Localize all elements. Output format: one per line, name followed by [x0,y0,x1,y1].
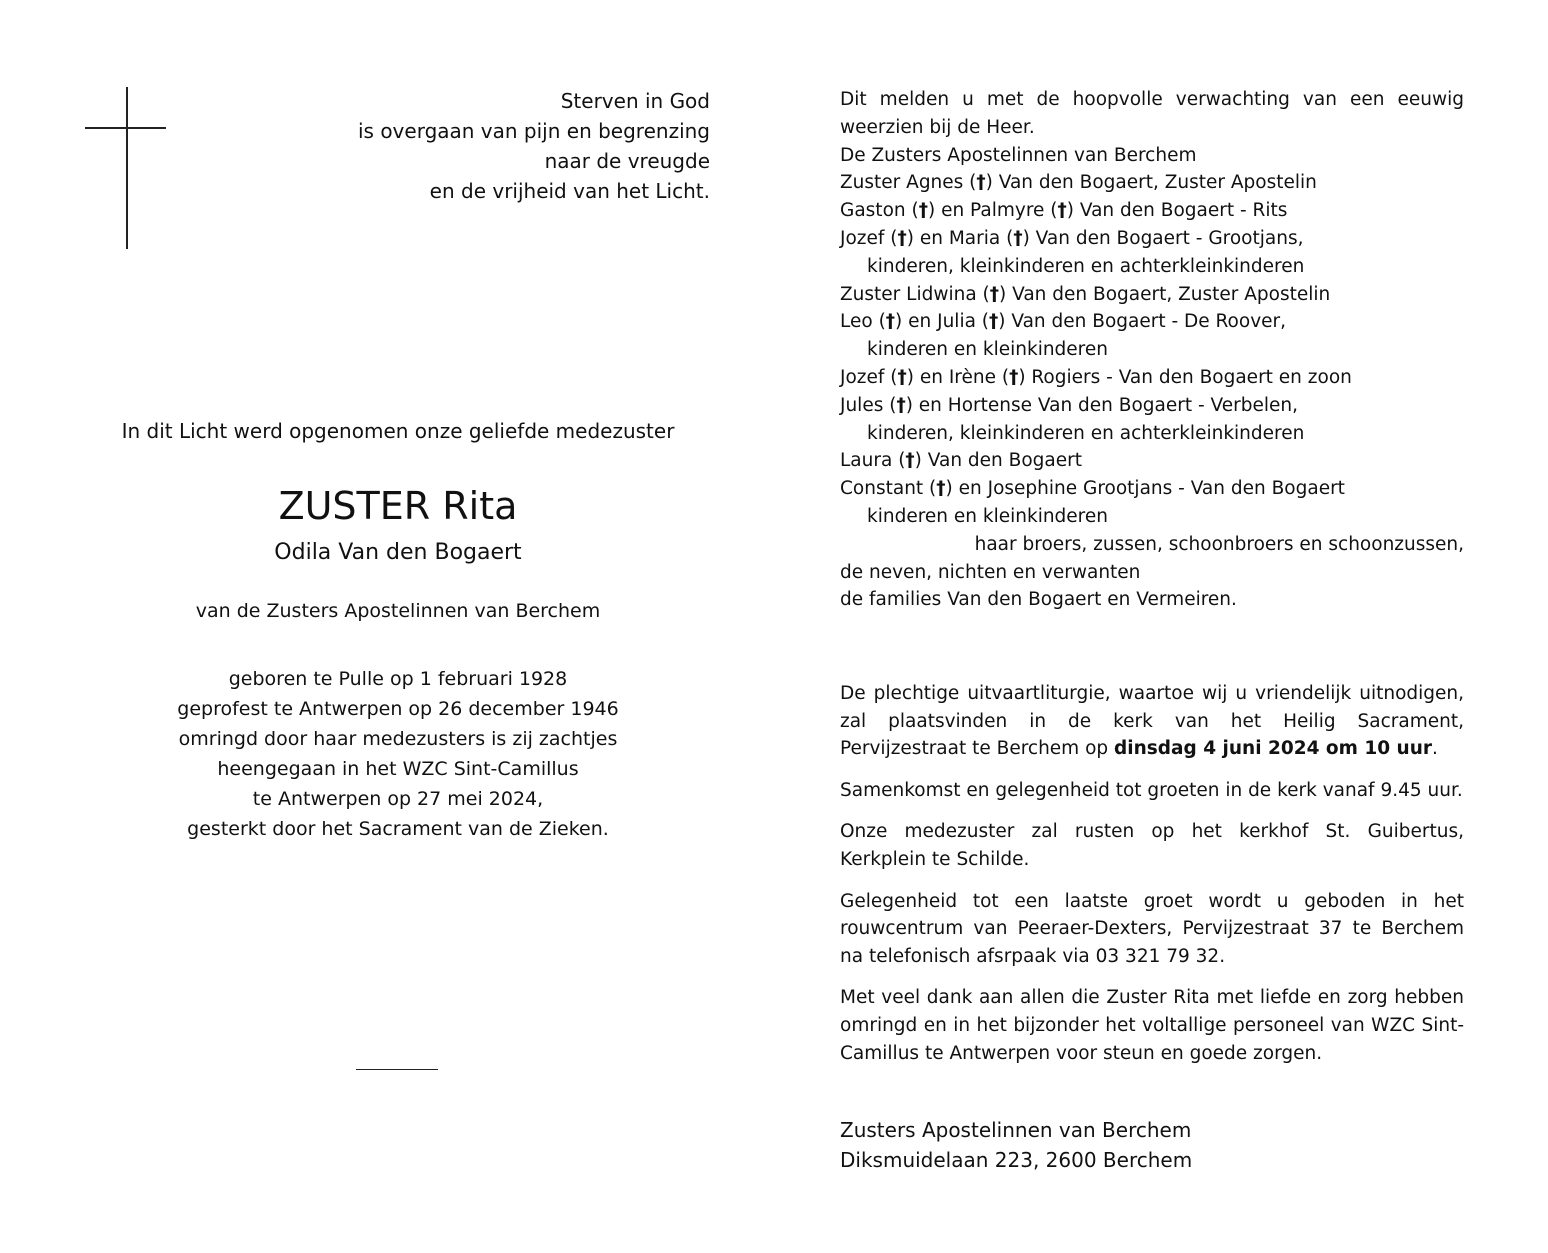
announcement-opening: Dit melden u met de hoopvolle verwachting van een eeuwig weerzien bij de Heer. [840,89,1464,138]
poem-line: naar de vreugde [544,149,710,173]
family-text: Zuster Lidwina ( [840,283,990,305]
family-line [840,169,1464,197]
family-line [840,308,1464,336]
family-text: ) Rogiers - Van den Bogaert en zoon [1018,366,1352,388]
family-line [840,336,1464,364]
family-text: Zuster Agnes ( [840,172,977,194]
farewell-paragraph: Gelegenheid tot een laatste groet wordt u geboden in het rouwcentrum van Peeraer-Dexters, Pervijzestraat 37 te Berchem na telefonisch afsrpaak via 03 321 79 32. [840,890,1464,967]
relatives-line: de neven, nichten en verwanten [840,561,1141,583]
family-text: ) en Hortense Van den Bogaert - Verbelen, [905,394,1299,416]
family-text: Constant ( [840,478,937,500]
family-line [840,420,1464,448]
family-line [840,364,1464,392]
family-text: Jozef ( [840,366,898,388]
family-text: kinderen, kleinkinderen en achterkleinkinderen [867,422,1305,444]
signature [840,1115,1464,1175]
bio-line: heengegaan in het WZC Sint-Camillus [217,758,579,780]
family-text: ) en Irène ( [906,366,1010,388]
gathering-paragraph: Samenkomst en gelegenheid tot groeten in de kerk vanaf 9.45 uur. [840,779,1463,801]
families-line: de families Van den Bogaert en Vermeiren. [840,589,1237,611]
family-text: kinderen en kleinkinderen [867,505,1108,527]
congregation: van de Zusters Apostelinnen van Berchem [195,600,601,622]
thanks-paragraph: Met veel dank aan allen die Zuster Rita met liefde en zorg hebben omringd en in het bijzonder het voltallige personeel van WZC Sint-Camillus te Antwerpen voor steun en goede zorgen. [840,987,1464,1064]
poem [280,86,710,206]
deceased-cross-icon: † [905,450,915,472]
siblings-line: haar broers, zussen, schoonbroers en schoonzussen, [974,533,1464,555]
liturgy-date: dinsdag 4 juni 2024 om 10 uur [1114,738,1432,760]
poem-line: is overgaan van pijn en begrenzing [357,119,710,143]
liturgy-text: De plechtige uitvaartliturgie, waartoe wij u vriendelijk uitnodigen, zal plaatsvinden in de kerk van het Heilig Sacrament, Pervijzestraat te Berchem op [840,683,1464,760]
birth-name: Odila Van den Bogaert [274,540,522,565]
family-text: ) Van den Bogaert, Zuster Apostelin [999,283,1331,305]
signature-org: Zusters Apostelinnen van Berchem [840,1118,1192,1142]
biography [60,664,736,844]
family-line [840,225,1464,253]
family-line [840,475,1464,503]
family-text: ) Van den Bogaert - Grootjans, [1022,227,1304,249]
family-text: ) Van den Bogaert, Zuster Apostelin [985,172,1317,194]
family-text: Jozef ( [840,227,898,249]
family-line [840,447,1464,475]
deceased-cross-icon: † [1013,227,1023,249]
intro-text: In dit Licht werd opgenomen onze geliefde medezuster [121,419,675,443]
divider-line [356,1069,438,1070]
family-text: kinderen, kleinkinderen en achterkleinkinderen [867,255,1305,277]
cross-symbol-vertical [126,87,128,249]
family-text: Jules ( [840,394,897,416]
family-text: ) Van den Bogaert - Rits [1066,200,1288,222]
liturgy-end: . [1432,738,1438,760]
family-line [840,253,1464,281]
poem-line: en de vrijheid van het Licht. [429,179,710,203]
deceased-cross-icon: † [989,283,1000,305]
family-text: ) en Palmyre ( [927,200,1058,222]
family-text: ) en Josephine Grootjans - Van den Bogaert [945,478,1345,500]
deceased-cross-icon: † [896,394,906,416]
family-line [840,142,1464,170]
family-text: ) en Julia ( [895,311,990,333]
poem-line: Sterven in God [560,89,710,113]
family-line [840,197,1464,225]
burial-paragraph: Onze medezuster zal rusten op het kerkhof St. Guibertus, Kerkplein te Schilde. [840,821,1464,870]
bio-line: omringd door haar medezusters is zij zachtjes [178,728,618,750]
deceased-name: ZUSTER Rita [278,484,518,528]
cross-symbol-horizontal [85,127,166,129]
bio-line: geboren te Pulle op 1 februari 1928 [228,668,568,690]
bio-line: te Antwerpen op 27 mei 2024, [252,788,544,810]
deceased-cross-icon: † [897,366,907,388]
deceased-cross-icon: † [1057,200,1067,222]
family-text: Leo ( [840,311,886,333]
family-text: kinderen en kleinkinderen [867,339,1108,361]
deceased-cross-icon: † [976,172,986,194]
deceased-cross-icon: † [989,311,999,333]
announcement [840,86,1464,614]
family-text: ) Van den Bogaert [914,450,1082,472]
deceased-cross-icon: † [918,200,928,222]
deceased-cross-icon: † [897,227,907,249]
family-text: Gaston ( [840,200,919,222]
liturgy-paragraph [840,680,1464,763]
family-line [840,281,1464,309]
deceased-cross-icon: † [936,478,946,500]
deceased-cross-icon: † [885,311,896,333]
family-line [840,503,1464,531]
family-line [840,392,1464,420]
family-text: De Zusters Apostelinnen van Berchem [840,144,1197,166]
bio-line: geprofest te Antwerpen op 26 december 1946 [177,698,619,720]
family-text: Laura ( [840,450,906,472]
signature-address: Diksmuidelaan 223, 2600 Berchem [840,1148,1193,1172]
deceased-cross-icon: † [1009,366,1019,388]
family-text: ) en Maria ( [906,227,1014,249]
family-list [840,142,1464,531]
family-text: ) Van den Bogaert - De Roover, [998,311,1287,333]
bio-line: gesterkt door het Sacrament van de Zieken. [187,818,609,840]
funeral-details [840,680,1464,1081]
